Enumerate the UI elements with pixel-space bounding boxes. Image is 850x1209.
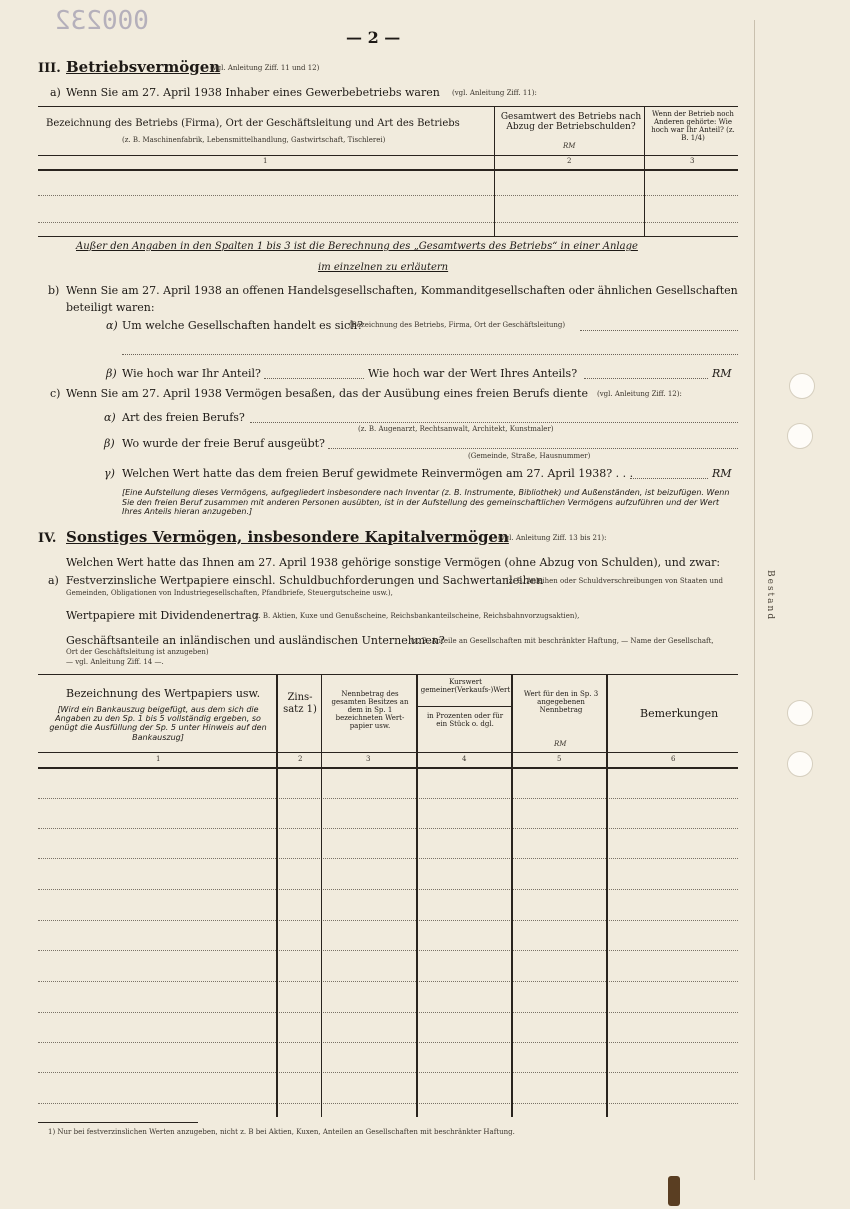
table-b-row-3 [38,858,738,859]
c-ort-field[interactable] [328,448,738,449]
table-b-row-10 [38,1072,738,1073]
table-b-row-7 [38,981,738,982]
table-b-col4-header-top: Kurswert gemeiner(Verkaufs-)Wert [420,678,511,695]
table-b-col6-header: Bemerkungen [640,707,719,720]
section4-g-text: Geschäftsanteile an inländischen und ausländischen Unternehmen? [66,634,445,647]
section3-c-note: [Eine Aufstellung dieses Vermögens, aufgegliedert insbesondere nach Inventar (z. B. Instrumente, Bibliothek) und Außenständen, ist beizufügen. Wenn Sie den freien Beruf zusammen mit anderen Personen ausübten, ist in der Aufstellung des gemeinschaftlichen Vermögens aufzuführen und der Wert Ihres Anteils hieran anzugeben.] [122,488,730,517]
table-b-row-9 [38,1042,738,1043]
table-b-row-11 [38,1103,738,1104]
table-b-header-line [38,752,738,753]
section3-c-beta: Wo wurde der freie Beruf ausgeübt? [122,437,325,450]
table-a-row-line-1 [38,195,738,196]
archive-stamp: 000232 [55,6,149,36]
right-page-edge [754,20,755,1180]
section4-a-ref2: Gemeinden, Obligationen von Industriegesellschaften, Pfandbriefe, Steuergutscheine usw.), [66,589,393,597]
table-b-vline-4 [511,674,513,1117]
table-b-col1-note: [Wird ein Bankauszug beigefügt, aus dem sich die Angaben zu den Sp. 1 bis 5 vollständig ergeben, so genügt die Ausfüllung der Sp. 5 unter Hinweis auf den Bankauszug] [49,705,267,742]
section4-a-ref1: (z. B. Anleihen oder Schuldverschreibungen von Staaten und [506,577,723,585]
section3-b-beta-label: β) [106,367,117,380]
punch-hole-3 [787,700,813,726]
table-b-vline-3 [416,674,418,1117]
table-b-col5-unit: RM [554,740,567,748]
section4-a-label: a) [48,574,59,587]
footnote: 1) Nur bei festverzinslichen Werten anzugeben, nicht z. B bei Aktien, Kuxen, Anteilen an Gesellschaften mit beschränkter Haftung. [48,1128,515,1136]
section3-b-line1: Wenn Sie am 27. April 1938 an offenen Handelsgesellschaften, Kommanditgesellschaften oder ähnlichen Gesellschaften [66,284,738,297]
section4-g-ref1: (z. B. Anteile an Gesellschaften mit beschränkter Haftung, — Name der Gesellschaft, [411,637,714,645]
table-a-colnum-3: 3 [690,157,695,165]
section3-c-alpha-label: α) [104,411,116,424]
table-a-col3-header: Wenn der Betrieb noch Anderen gehörte: Wie hoch war Ihr Anteil? (z. B. 1/4) [651,110,735,143]
section3-b-beta2: Wie hoch war der Wert Ihres Anteils? [368,367,578,380]
section3-a-label: a) [50,86,61,99]
table-b-vline-5 [606,674,608,1117]
section3-note-line1: Außer den Angaben in den Spalten 1 bis 3 ist die Berechnung des „Gesamtwerts des Betriebs“ in einer Anlage [76,241,638,252]
section3-c-gamma-label: γ) [104,467,115,480]
table-a-bottom [38,236,738,237]
section4-intro: Welchen Wert hatte das Ihnen am 27. April 1938 gehörige sonstige Vermögen (ohne Abzug von Schulden), und zwar: [66,556,721,569]
punch-hole-4 [787,751,813,777]
section3-number: III. [38,61,61,76]
table-b-top [38,674,738,675]
punch-hole-1 [789,373,815,399]
table-a-col2-header: Gesamtwert des Betriebs nach Abzug der Betriebschulden? [500,112,642,133]
section3-b-line2: beteiligt waren: [66,301,155,314]
table-b-row-5 [38,920,738,921]
section3-note-line2: im einzelnen zu erläutern [318,262,449,273]
section4-g-ref2: Ort der Geschäftsleitung ist anzugeben) [66,648,209,656]
c-wert-field[interactable] [630,478,708,479]
section3-title: Betriebsvermögen [66,58,221,76]
page-number: — 2 — [346,28,401,47]
section3-c-rm: RM [712,467,732,480]
section4-ref: (vgl. Anleitung Ziff. 13 bis 21): [498,534,607,542]
table-b-col3-header: Nennbetrag des gesamten Besitzes an dem in Sp. 1 bezeichneten Wert-papier usw. [331,690,409,731]
section3-c-text: Wenn Sie am 27. April 1938 Vermögen besaßen, das der Ausübung eines freien Berufs diente [66,387,588,400]
section3-b-rm: RM [712,367,732,380]
table-b-colnum-6: 6 [671,755,676,763]
side-label: Bestand [765,570,775,622]
table-a-vline-1 [494,106,495,236]
section3-b-alpha-ref: (Bezeichnung des Betriebs, Firma, Ort der Geschäftsleitung) [349,321,566,329]
section3-c-beta-label: β) [104,437,115,450]
section3-b-beta1: Wie hoch war Ihr Anteil? [122,367,261,380]
table-a-col1-header: Bezeichnung des Betriebs (Firma), Ort der Geschäftsleitung und Art des Betriebs [46,118,460,129]
section3-ref: (vgl. Anleitung Ziff. 11 und 12) [210,64,320,72]
table-a-top [38,106,738,107]
b-anteilwert-field[interactable] [584,378,708,379]
punch-hole-2 [787,423,813,449]
table-b-colnum-4: 4 [462,755,467,763]
section4-number: IV. [38,531,57,546]
c-beruf-field[interactable] [250,422,738,423]
table-a-col2-unit: RM [563,142,576,150]
table-b-colnum-3: 3 [366,755,371,763]
table-b-colnum-5: 5 [557,755,562,763]
table-b-col2-header: Zins-satz 1) [283,692,317,715]
section4-w-text: Wertpapiere mit Dividendenertrag [66,609,259,622]
section3-a-ref: (vgl. Anleitung Ziff. 11): [452,89,537,97]
footnote-rule [38,1122,198,1123]
table-b-col5-header: Wert für den in Sp. 3 angegebenen Nennbetrag [523,690,599,715]
table-b-col4-header-bottom: in Prozenten oder für ein Stück o. dgl. [426,712,504,729]
table-b-vline-1 [276,674,278,1117]
table-a-row-line-2 [38,222,738,223]
section4-g-ref3: — vgl. Anleitung Ziff. 14 —. [66,658,164,666]
table-b-row-8 [38,1012,738,1013]
section3-b-alpha-label: α) [106,319,118,332]
section4-title: Sonstiges Vermögen, insbesondere Kapitalvermögen [66,528,509,546]
table-b-colnum-1: 1 [156,755,161,763]
section3-c-beta-sub: (Gemeinde, Straße, Hausnummer) [468,452,591,460]
table-b-row-1 [38,798,738,799]
table-a-col1-sub: (z. B. Maschinenfabrik, Lebensmittelhandlung, Gastwirtschaft, Tischlerei) [122,136,386,144]
section3-b-alpha: Um welche Gesellschaften handelt es sich? [122,319,364,332]
table-b-row-6 [38,950,738,951]
table-a-body-top [38,169,738,171]
table-a-colnum-1: 1 [263,157,268,165]
table-a-vline-2 [644,106,645,236]
section3-b-label: b) [48,284,60,297]
section3-c-ref: (vgl. Anleitung Ziff. 12): [597,390,682,398]
table-b-row-2 [38,828,738,829]
table-b-col1-header: Bezeichnung des Wertpapiers usw. [66,687,261,700]
b-alpha-field-2[interactable] [122,354,738,355]
b-alpha-field[interactable] [580,330,738,331]
b-anteil-field[interactable] [264,378,364,379]
section3-a-text: Wenn Sie am 27. April 1938 Inhaber eines Gewerbebetriebs waren [66,86,440,99]
table-b-row-4 [38,889,738,890]
section4-a-text: Festverzinsliche Wertpapiere einschl. Schuldbuchforderungen und Sachwertanleihen [66,574,544,587]
section3-c-alpha: Art des freien Berufs? [122,411,245,424]
section3-c-label: c) [50,387,61,400]
table-b-col4-divider [418,706,512,707]
table-b-vline-2 [321,674,322,1117]
table-a-header-line [38,155,738,156]
table-b-colnum-2: 2 [298,755,303,763]
table-a-colnum-2: 2 [567,157,572,165]
section4-w-ref: (z. B. Aktien, Kuxe und Genußscheine, Reichsbankanteilscheine, Reichsbahnvorzugsaktien), [252,612,580,620]
section3-c-alpha-sub: (z. B. Augenarzt, Rechtsanwalt, Architekt, Kunstmaler) [358,425,554,433]
binding-mark [668,1176,680,1206]
section3-c-gamma: Welchen Wert hatte das dem freien Beruf gewidmete Reinvermögen am 27. April 1938? . . . [122,467,634,480]
table-b-body-top [38,767,738,769]
